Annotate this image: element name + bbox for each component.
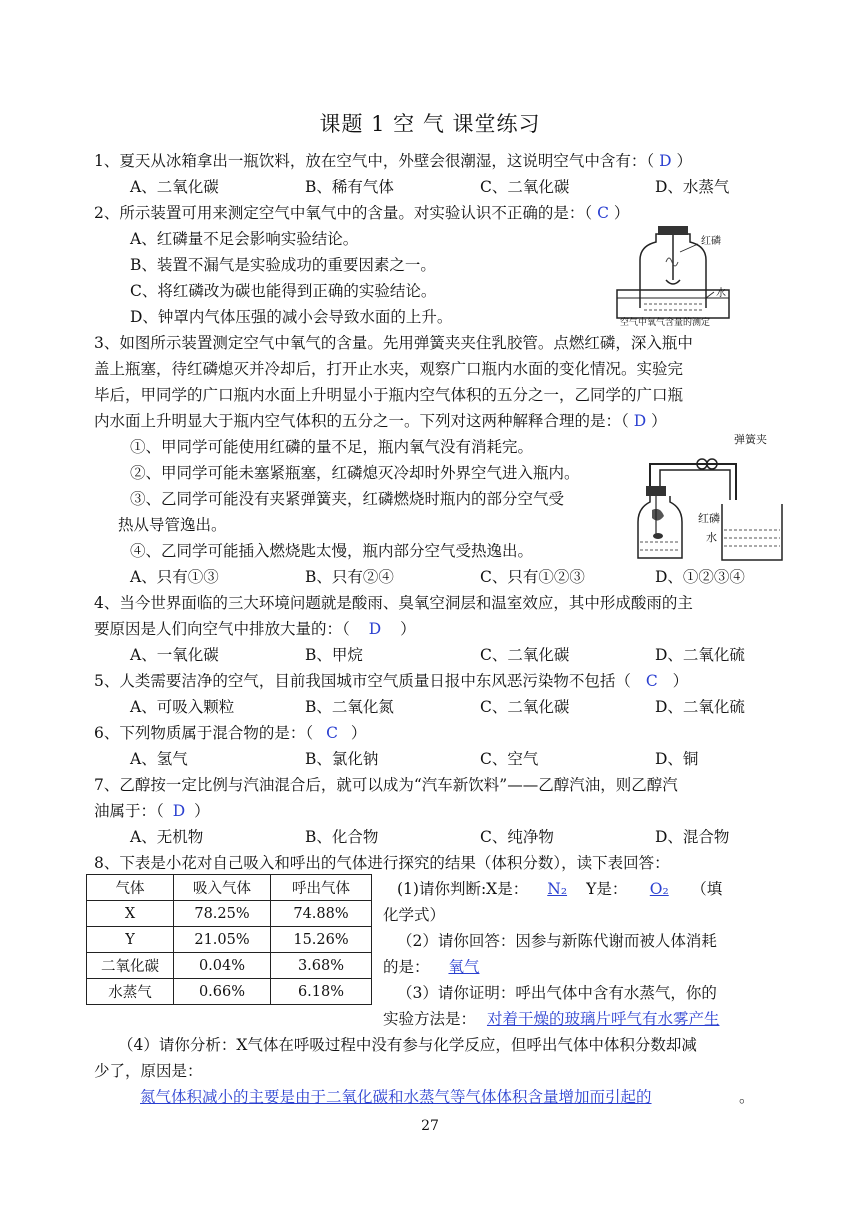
q3-statement-2: ②、甲同学可能未塞紧瓶塞，红磷熄灭冷却时外界空气进入瓶内。 xyxy=(130,464,580,482)
q3-figure-label-water: 水 xyxy=(706,531,717,544)
table-header-row xyxy=(87,875,372,901)
q8-part1-answer-y: O₂ xyxy=(649,880,669,898)
q5-answer: C xyxy=(645,672,658,690)
q2-stem-text: 2、所示装置可用来测定空气中氧气中的含量。对实验认识不正确的是：（ xyxy=(94,204,593,222)
q8-part1-text-c: （填 xyxy=(691,880,723,898)
q4-option-a: A、一氧化碳 xyxy=(130,646,219,664)
q2-figure-caption: 空气中氧气含量的测定 xyxy=(620,318,711,328)
q5-option-c: C、二氧化碳 xyxy=(480,698,570,716)
q3-option-a: A、只有①③ xyxy=(130,568,219,586)
q3-statement-3: ③、乙同学可能没有夹紧弹簧夹，红磷燃烧时瓶内的部分空气受 xyxy=(130,490,565,508)
page-number: 27 xyxy=(421,1118,439,1134)
q6-stem xyxy=(94,723,366,743)
q4-line-2 xyxy=(94,619,416,639)
table-cell: 0.66% xyxy=(174,979,271,1005)
q3-figure-label-clip: 弹簧夹 xyxy=(734,433,767,446)
q4-line-1: 4、当今世界面临的三大环境问题就是酸雨、臭氧空洞层和温室效应，其中形成酸雨的主 xyxy=(94,594,693,612)
q6-option-b: B、氯化钠 xyxy=(305,750,379,768)
q3-line-4 xyxy=(94,411,667,431)
q2-answer: C xyxy=(597,204,609,222)
q6-option-c: C、空气 xyxy=(480,750,539,768)
q3-option-b: B、只有②④ xyxy=(305,568,394,586)
q3-statement-3-cont: 热从导管逸出。 xyxy=(118,516,227,534)
table-cell: 21.05% xyxy=(174,927,271,953)
q6-option-a: A、氢气 xyxy=(130,750,188,768)
q5-option-d: D、二氧化硫 xyxy=(655,698,745,716)
table-header-cell: 吸入气体 xyxy=(174,875,271,901)
q6-option-d: D、铜 xyxy=(655,750,699,768)
q7-line-2 xyxy=(94,801,210,821)
q3-answer: D xyxy=(633,412,647,430)
table-cell: 6.18% xyxy=(271,979,372,1005)
q6-answer: C xyxy=(326,724,338,742)
q2-figure-label-red-phosphorus: 红磷 xyxy=(701,236,721,247)
q8-part3-line-1: （3）请你证明：呼出气体中含有水蒸气，你的 xyxy=(397,984,717,1002)
q3-line-1: 3、如图所示装置测定空气中氧气的含量。先用弹簧夹夹住乳胶管。点燃红磷，深入瓶中 xyxy=(94,334,693,352)
q3-option-c: C、只有①②③ xyxy=(480,568,585,586)
table-cell: 78.25% xyxy=(174,901,271,927)
table-cell: 0.04% xyxy=(174,953,271,979)
q7-option-c: C、纯净物 xyxy=(480,828,554,846)
q1-close: ） xyxy=(676,152,692,170)
q7-option-d: D、混合物 xyxy=(655,828,730,846)
q7-line-1: 7、乙醇按一定比例与汽油混合后，就可以成为“汽车新饮料”——乙醇汽油，则乙醇汽 xyxy=(94,776,678,794)
q3-close: ） xyxy=(651,412,667,430)
q8-stem: 8、下表是小花对自己吸入和呼出的气体进行探究的结果（体积分数），读下表回答： xyxy=(94,854,670,872)
table-row xyxy=(87,979,372,1005)
q2-option-d: D、钟罩内气体压强的减小会导致水面的上升。 xyxy=(130,308,453,326)
q7-option-a: A、无机物 xyxy=(130,828,204,846)
q2-option-a: A、红磷量不足会影响实验结论。 xyxy=(130,230,359,248)
q3-figure-label-red-phosphorus: 红磷 xyxy=(698,512,720,525)
q4-option-b: B、甲烷 xyxy=(305,646,363,664)
q2-close: ） xyxy=(613,204,630,222)
q1-option-b: B、稀有气体 xyxy=(305,178,394,196)
q8-part1-text-d: 化学式） xyxy=(383,906,446,924)
q7-close: ） xyxy=(194,802,210,820)
q5-stem-text: 5、人类需要洁净的空气，目前我国城市空气质量日报中东风恶污染物不包括（ xyxy=(94,672,631,690)
q8-part1-answer-x: N₂ xyxy=(547,880,568,898)
q2-option-b: B、装置不漏气是实验成功的重要因素之一。 xyxy=(130,256,436,274)
flask-beaker-apparatus-figure xyxy=(636,430,786,566)
q7-line-2-text: 油属于：（ xyxy=(94,802,164,820)
q4-answer: D xyxy=(368,620,382,638)
q1-answer: D xyxy=(659,152,672,170)
q8-part4-line-2: 少了，原因是： xyxy=(94,1062,203,1080)
q6-close: ） xyxy=(350,724,367,742)
q1-stem xyxy=(94,151,692,171)
q2-stem xyxy=(94,203,629,223)
q8-part4-answer: 氮气体积减小的主要是由于二氧化碳和水蒸气等气体体积含量增加而引起的 xyxy=(140,1088,652,1106)
q2-figure-label-water: 水 xyxy=(716,288,726,299)
table-cell: X xyxy=(87,901,174,927)
q5-option-a: A、可吸入颗粒 xyxy=(130,698,235,716)
q8-part1-line xyxy=(397,879,722,899)
table-row xyxy=(87,953,372,979)
q3-line-2: 盖上瓶塞，待红磷熄灭并冷却后，打开止水夹，观察广口瓶内水面的变化情况。实验完 xyxy=(94,360,684,378)
q8-part4-line-1: （4）请你分析：X气体在呼吸过程中没有参与化学反应，但呼出气体中体积分数却减 xyxy=(118,1036,697,1054)
table-row xyxy=(87,901,372,927)
q3-statement-4: ④、乙同学可能插入燃烧匙太慢，瓶内部分空气受热逸出。 xyxy=(130,542,534,560)
q5-stem xyxy=(94,671,688,691)
gas-composition-table xyxy=(86,874,372,1005)
q4-line-2-text: 要原因是人们向空气中排放大量的：（ xyxy=(94,620,350,638)
q1-option-d: D、水蒸气 xyxy=(655,178,730,196)
q8-part3-answer: 对着干燥的玻璃片呼气有水雾产生 xyxy=(486,1010,720,1028)
table-cell: 15.26% xyxy=(271,927,372,953)
q1-option-a: A、二氧化碳 xyxy=(130,178,219,196)
q3-line-3: 毕后，甲同学的广口瓶内水面上升明显小于瓶内空气体积的五分之一，乙同学的广口瓶 xyxy=(94,386,684,404)
q8-part4-end: 。 xyxy=(738,1088,755,1106)
q5-option-b: B、二氧化氮 xyxy=(305,698,394,716)
q8-part4-line-3 xyxy=(120,1087,754,1107)
table-cell: 74.88% xyxy=(271,901,372,927)
q4-option-c: C、二氧化碳 xyxy=(480,646,570,664)
q8-part1-text-b: Y是： xyxy=(586,880,628,898)
q7-option-b: B、化合物 xyxy=(305,828,379,846)
q8-part3-line-2 xyxy=(383,1009,761,1029)
q1-stem-text: 1、夏天从冰箱拿出一瓶饮料，放在空气中，外壁会很潮湿，这说明空气中含有：（ xyxy=(94,152,655,170)
q3-option-d: D、①②③④ xyxy=(655,568,745,586)
table-row xyxy=(87,927,372,953)
table-header-cell: 气体 xyxy=(87,875,174,901)
q4-close: ） xyxy=(400,620,416,638)
q5-close: ） xyxy=(672,672,689,690)
q8-part2-line-2 xyxy=(383,957,520,977)
q2-option-c: C、将红磷改为碳也能得到正确的实验结论。 xyxy=(130,282,437,300)
page-title: 课题 1 空 气 课堂练习 xyxy=(319,112,541,136)
q1-option-c: C、二氧化碳 xyxy=(480,178,570,196)
table-cell: 二氧化碳 xyxy=(87,953,174,979)
q8-part2-answer: 氧气 xyxy=(448,958,480,976)
q8-part2-text-b: 的是： xyxy=(383,958,430,976)
table-cell: 水蒸气 xyxy=(87,979,174,1005)
table-cell: Y xyxy=(87,927,174,953)
q3-line-4-text: 内水面上升明显大于瓶内空气体积的五分之一。下列对这两种解释合理的是：（ xyxy=(94,412,629,430)
q7-answer: D xyxy=(172,802,186,820)
q4-option-d: D、二氧化硫 xyxy=(655,646,745,664)
table-cell: 3.68% xyxy=(271,953,372,979)
q8-part1-text-a: (1)请你判断:X是： xyxy=(397,880,529,898)
q6-stem-text: 6、下列物质属于混合物的是：（ xyxy=(94,724,314,742)
q8-part2-line-1: （2）请你回答：因参与新陈代谢而被人体消耗 xyxy=(397,932,717,950)
q3-statement-1: ①、甲同学可能使用红磷的量不足，瓶内氧气没有消耗完。 xyxy=(130,438,534,456)
q8-part3-text-b: 实验方法是： xyxy=(383,1010,477,1028)
table-header-cell: 呼出气体 xyxy=(271,875,372,901)
